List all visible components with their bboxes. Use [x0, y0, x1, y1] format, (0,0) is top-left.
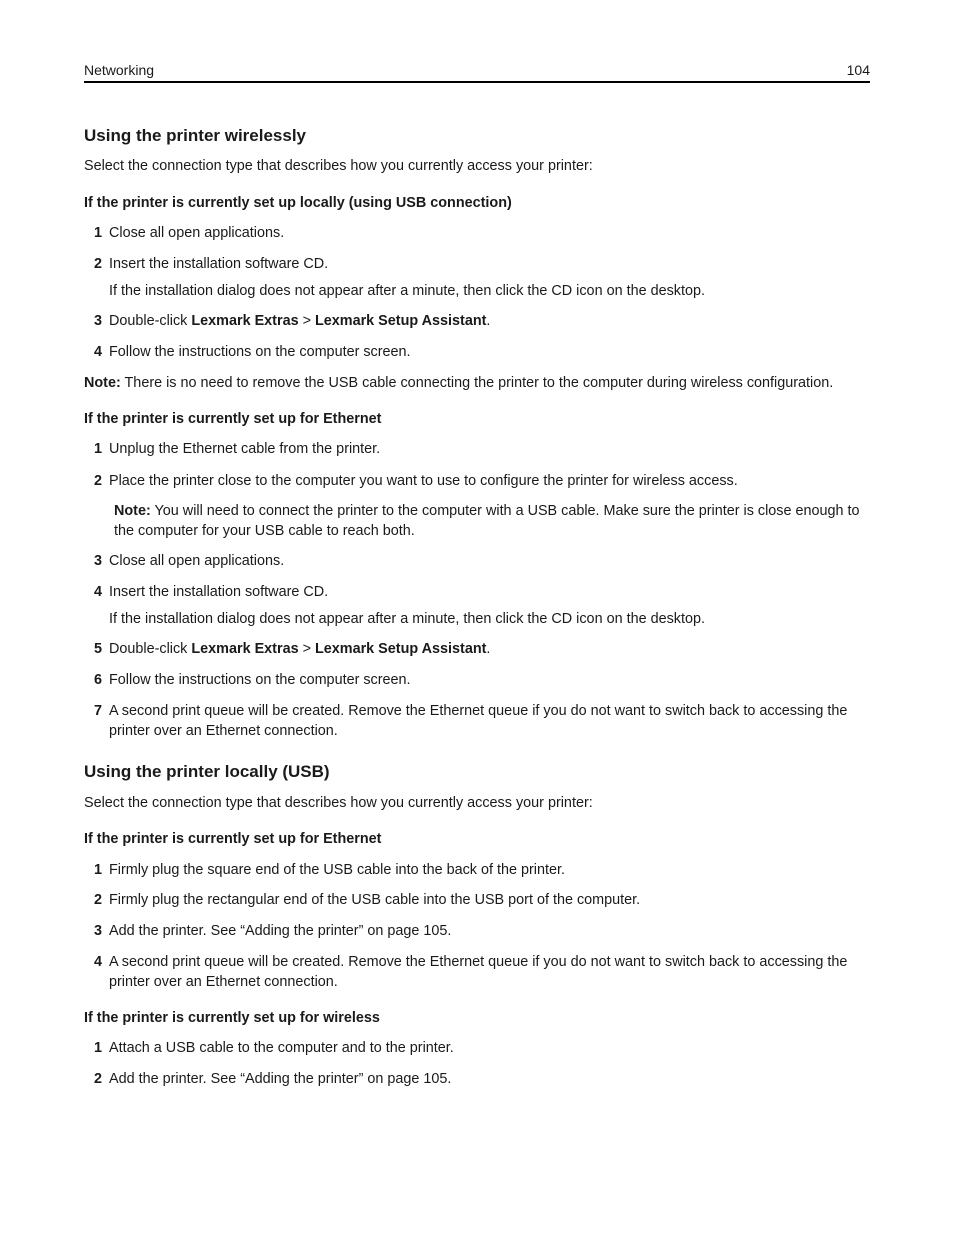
list-item: 4 Insert the installation software CD. If the installation dialog does not appear after a minute, then click the CD icon on the desktop. — [84, 582, 870, 629]
subsection-heading: If the printer is currently set up locally (using USB connection) — [84, 195, 512, 211]
steps-list — [84, 439, 870, 741]
list-item: 1 Attach a USB cable to the computer and to the printer. — [93, 1040, 454, 1056]
list-item: 5 Double-click Lexmark Extras > Lexmark Setup Assistant. — [93, 641, 491, 657]
page-number: 104 — [846, 62, 870, 78]
section-name: Networking — [84, 62, 155, 78]
section-intro: Select the connection type that describes how you currently access your printer: — [84, 795, 593, 811]
page-content — [84, 124, 870, 1089]
section-intro: Select the connection type that describes how you currently access your printer: — [84, 158, 593, 174]
subsection-heading: If the printer is currently set up for Ethernet — [84, 411, 382, 427]
step-detail: If the installation dialog does not appear after a minute, then click the CD icon on the desktop. — [109, 611, 705, 627]
list-item: 2 Insert the installation software CD. If the installation dialog does not appear after a minute, then click the CD icon on the desktop. — [84, 254, 870, 301]
subsection-heading: If the printer is currently set up for Ethernet — [84, 831, 382, 847]
steps-list — [84, 1038, 870, 1089]
list-item: 2 Add the printer. See “Adding the printer” on page 105. — [93, 1071, 452, 1087]
list-item: 2 Firmly plug the rectangular end of the USB cable into the USB port of the computer. — [93, 892, 641, 908]
steps-list — [84, 860, 870, 992]
list-item: 7 A second print queue will be created. Remove the Ethernet queue if you do not want to switch back to accessing the printer over an Ethernet connection. — [93, 703, 848, 739]
section-title-local: Using the printer locally (USB) — [84, 762, 330, 781]
step-note: Note: You will need to connect the printer to the computer with a USB cable. Make sure the printer is close enough to the computer for your USB cable to reach both. — [114, 503, 860, 539]
list-item: 4 A second print queue will be created. Remove the Ethernet queue if you do not want to switch back to accessing the printer over an Ethernet connection. — [93, 954, 848, 990]
list-item: 1 Unplug the Ethernet cable from the printer. — [93, 441, 381, 457]
page-header — [84, 60, 870, 83]
list-item: 1 Close all open applications. — [93, 225, 285, 241]
list-item: 1 Firmly plug the square end of the USB cable into the back of the printer. — [93, 862, 565, 878]
list-item: 4 Follow the instructions on the computer screen. — [93, 344, 411, 360]
list-item: 3 Double-click Lexmark Extras > Lexmark Setup Assistant. — [93, 313, 491, 329]
note: Note: There is no need to remove the USB cable connecting the printer to the computer during wireless configuration. — [84, 375, 834, 391]
subsection-heading: If the printer is currently set up for wireless — [84, 1010, 380, 1026]
section-title-wireless: Using the printer wirelessly — [84, 126, 307, 145]
step-detail: If the installation dialog does not appear after a minute, then click the CD icon on the desktop. — [109, 283, 705, 299]
list-item: 6 Follow the instructions on the computer screen. — [93, 672, 411, 688]
steps-list — [84, 223, 870, 362]
list-item: 3 Close all open applications. — [93, 553, 285, 569]
list-item: 2 Place the printer close to the computer you want to use to configure the printer for wireless access. Note: You will need to connect the printer to the computer with a USB cable. Make sure the printer is close enough to the computer for your USB cable to reach both. — [84, 471, 870, 541]
list-item: 3 Add the printer. See “Adding the printer” on page 105. — [93, 923, 452, 939]
